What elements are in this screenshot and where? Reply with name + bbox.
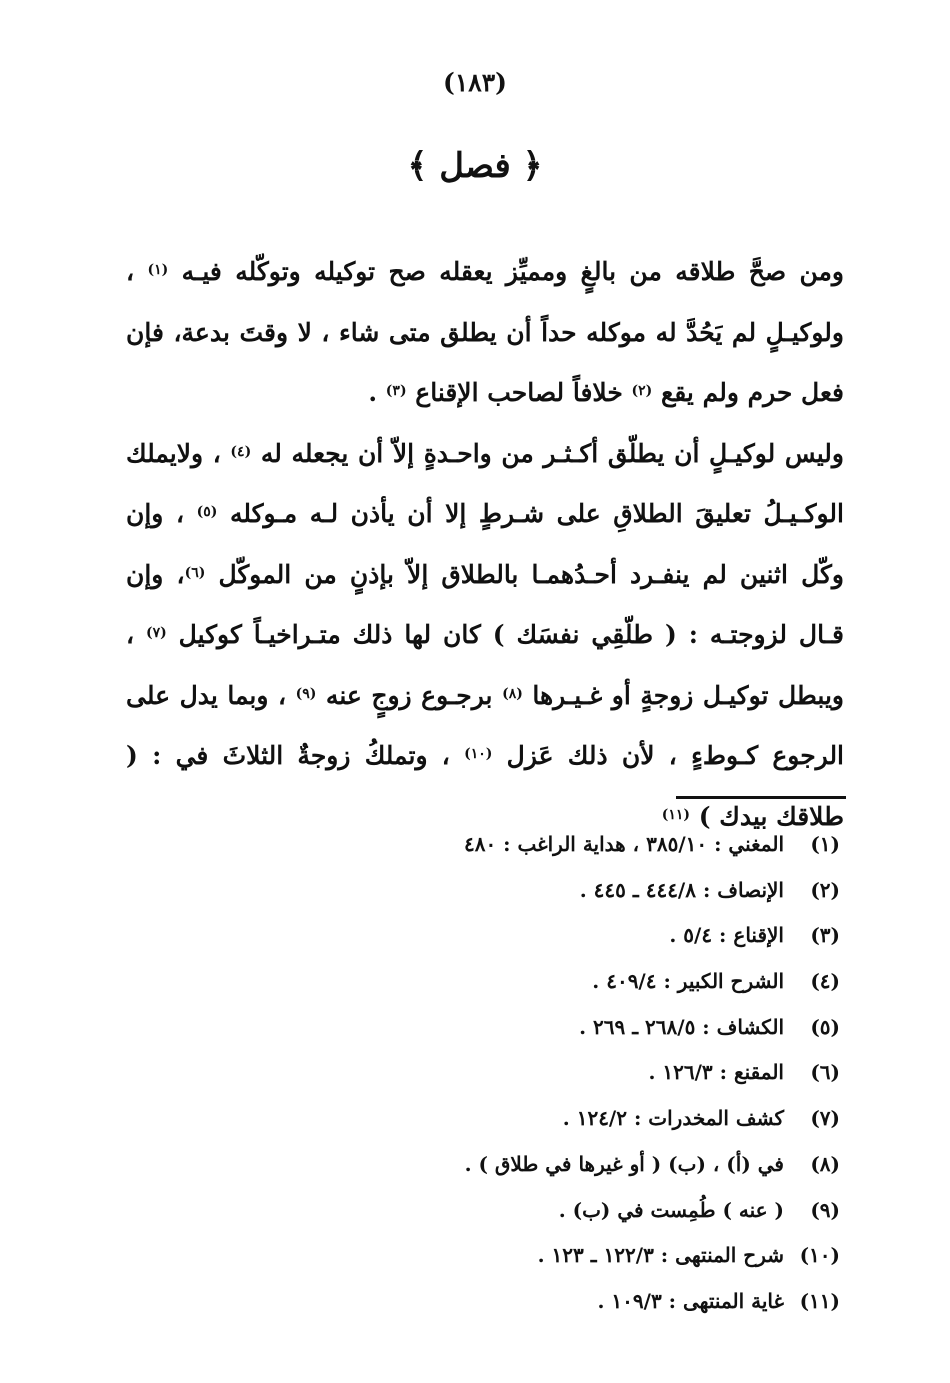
footnote-number: (٩) bbox=[810, 1197, 840, 1222]
footnote-item bbox=[320, 828, 840, 874]
paragraph-1 bbox=[126, 242, 844, 424]
text-run: ، وبما يدل على الرجوع كـوطءٍ ، لأن ذلك عَزل bbox=[126, 680, 845, 770]
text-run: . bbox=[368, 378, 386, 407]
footnote-text: ( عنه ) طُمِست في (ب) . bbox=[558, 1197, 784, 1222]
footnote-ref: (٧) bbox=[145, 625, 167, 641]
footnote-ref: (٢) bbox=[631, 383, 653, 399]
footnote-item bbox=[320, 1148, 840, 1194]
text-run: ، ولوكيـلٍ لم يَحُدَّ له موكله حداً أن يطلق متى شاء ، لا وقتَ بدعة، فإن فعل حرم ولم يقع bbox=[126, 257, 844, 407]
footnote-text: في (أ) ، (ب) ( أو غيرها في طلاق ) . bbox=[464, 1151, 784, 1176]
footnote-ref: (٩) bbox=[295, 685, 317, 702]
footnote-item bbox=[320, 1239, 840, 1285]
footnote-item bbox=[320, 965, 840, 1011]
footnote-item bbox=[320, 919, 840, 965]
main-text bbox=[126, 242, 844, 847]
footnote-number: (٧) bbox=[810, 1106, 840, 1131]
footnote-text: شرح المنتهى : ١٢٢/٣ ـ ١٢٣ . bbox=[537, 1243, 784, 1268]
footnote-ref: (١٠) bbox=[464, 746, 493, 762]
paragraph-2 bbox=[126, 424, 844, 848]
footnote-item bbox=[320, 1056, 840, 1102]
footnote-text: المقنع : ١٢٦/٣ . bbox=[648, 1060, 784, 1085]
text-run: ، وتملكُ زوجةٌ الثلاثَ في : ( طلاقك بيدك ) bbox=[126, 741, 844, 831]
footnote-text: الإنصاف : ٤٤٤/٨ ـ ٤٤٥ . bbox=[579, 877, 784, 902]
text-run: خلافاً لصاحب الإقناع bbox=[406, 378, 632, 407]
text-run: ، وإن قـال لزوجتـه : ( طلّقِي نفسَك ) كان لها ذلك متـراخيـاً كوكيل bbox=[126, 559, 844, 649]
footnote-ref: (٦) bbox=[184, 564, 206, 581]
footnote-number: (٢) bbox=[810, 877, 840, 902]
footnote-item bbox=[320, 1102, 840, 1148]
footnote-number: (٤) bbox=[810, 969, 840, 994]
footnote-text: كشف المخدرات : ١٢٤/٢ . bbox=[562, 1106, 784, 1131]
footnotes-list bbox=[320, 828, 840, 1331]
footnote-item bbox=[320, 874, 840, 920]
footnote-number: (١٠) bbox=[799, 1243, 840, 1268]
footnote-number: (١١) bbox=[799, 1288, 840, 1313]
section-heading: ﴿ فصل ﴾ bbox=[407, 146, 543, 186]
footnote-number: (٦) bbox=[810, 1060, 840, 1085]
footnote-ref: (١١) bbox=[661, 806, 690, 823]
footnote-number: (٥) bbox=[810, 1014, 840, 1039]
footnote-text: المغني : ٣٨٥/١٠ ، هداية الراغب : ٤٨٠ bbox=[463, 832, 784, 856]
footnote-ref: (٤) bbox=[230, 443, 252, 460]
footnote-number: (٨) bbox=[810, 1151, 840, 1176]
footnote-divider bbox=[676, 796, 846, 799]
text-run: وليس لوكيـلٍ أن يطلّق أكـثـر من واحـدةٍ إلاّ أن يجعله له bbox=[251, 438, 844, 468]
footnote-text: الكشاف : ٢٦٨/٥ ـ ٢٦٩ . bbox=[579, 1014, 784, 1039]
text-run: ومن صحَّ طلاقه من بالغٍ ومميِّز يعقله صح توكيله وتوكّله فيـه bbox=[168, 257, 844, 286]
text-run: ، ولايملك الوكـيـلُ تعليقَ الطلاقِ على شـرطٍ إلا أن يأذن لـه مـوكله bbox=[126, 438, 844, 528]
footnote-item bbox=[320, 1194, 840, 1240]
text-run: برجـوع زوجٍ عنه bbox=[316, 680, 503, 710]
footnote-number: (١) bbox=[810, 832, 840, 856]
page-number: (١٨٣) bbox=[443, 68, 507, 97]
footnote-ref: (٥) bbox=[196, 504, 218, 520]
text-run: ، ويبطل توكيـل زوجةٍ أو غـيـرها bbox=[126, 620, 845, 710]
footnote-ref: (٣) bbox=[385, 383, 407, 399]
footnote-number: (٣) bbox=[810, 923, 840, 948]
footnote-item bbox=[320, 1285, 840, 1331]
footnote-text: غاية المنتهى : ١٠٩/٣ . bbox=[597, 1288, 784, 1313]
footnote-text: الإقناع : ٥/٤ . bbox=[669, 923, 784, 948]
footnote-ref: (١) bbox=[147, 262, 169, 278]
text-run: ، وإن وكّل اثنين لم ينفـرد أحـدُهمـا بالطلاق إلاّ بإذنٍ من الموكّل bbox=[126, 499, 844, 589]
footnote-item bbox=[320, 1011, 840, 1057]
footnote-ref: (٨) bbox=[502, 685, 523, 702]
footnote-text: الشرح الكبير : ٤٠٩/٤ . bbox=[592, 969, 784, 994]
